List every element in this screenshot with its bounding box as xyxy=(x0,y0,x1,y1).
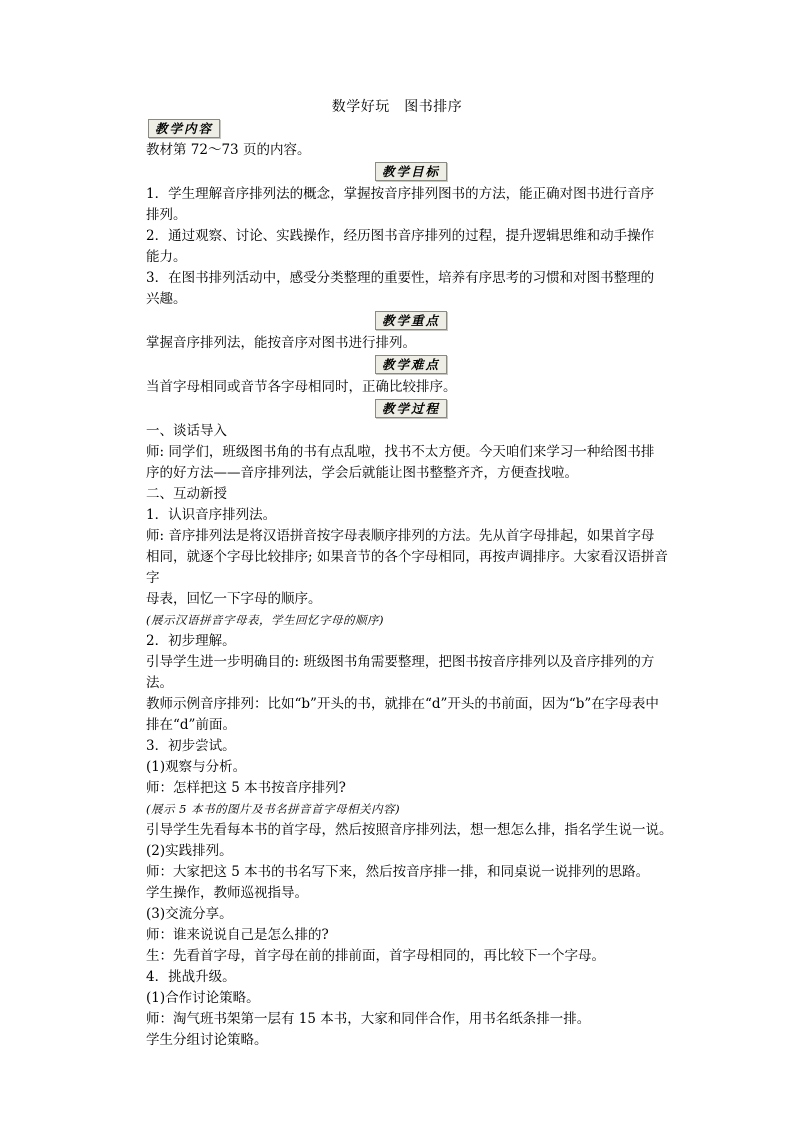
goal-3-line-1: 3．在图书排列活动中，感受分类整理的重要性，培养有序思考的习惯和对图书整理的 xyxy=(146,270,655,286)
goal-1-line-2: 排列。 xyxy=(146,207,187,223)
step-3-heading: 3．初步尝试。 xyxy=(146,738,236,754)
document-body xyxy=(146,119,676,1051)
goal-3-line-2: 兴趣。 xyxy=(146,291,187,307)
operation-para: 学生操作，教师巡视指导。 xyxy=(146,885,308,901)
note-alphabet: (展示汉语拼音字母表，学生回忆字母的顺序) xyxy=(146,613,384,627)
student-answer: 生：先看首字母，首字母在前的排前面，首字母相同的，再比较下一个字母。 xyxy=(146,948,605,964)
section-tag-content: 教学内容 xyxy=(148,119,220,138)
step-1-para-line-3: 母表，回忆一下字母的顺序。 xyxy=(146,591,322,607)
goal-2-line-2: 能力。 xyxy=(146,249,187,265)
question-1: 师：怎样把这 5 本书按音序排列? xyxy=(146,780,346,796)
content-text: 教材第 72～73 页的内容。 xyxy=(146,142,311,158)
note-books: (展示 5 本书的图片及书名拼音首字母相关内容) xyxy=(146,802,401,816)
section-tag-goals: 教学目标 xyxy=(375,162,447,181)
section-tag-difficulties: 教学难点 xyxy=(375,355,447,374)
example-para-line-2: 排在“d”前面。 xyxy=(146,717,236,733)
challenge-para: 师：淘气班书架第一层有 15 本书，大家和同伴合作，用书名纸条排一排。 xyxy=(146,1011,591,1027)
goal-2-line-1: 2．通过观察、讨论、实践操作，经历图书音序排列的过程，提升逻辑思维和动手操作 xyxy=(146,228,655,244)
section-tag-process: 教学过程 xyxy=(375,399,447,418)
step-3-sub-3: (3)交流分享。 xyxy=(146,906,233,922)
intro-para-line-1: 师: 同学们，班级图书角的书有点乱啦，找书不太方便。今天咱们来学习一种给图书排 xyxy=(146,444,655,460)
goal-1-line-1: 1．学生理解音序排列法的概念，掌握按音序排列图书的方法，能正确对图书进行音序 xyxy=(146,186,655,202)
page-title: 数学好玩 图书排序 xyxy=(331,99,463,115)
heading-intro: 一、谈话导入 xyxy=(146,423,227,439)
group-discussion-para: 学生分组讨论策略。 xyxy=(146,1032,268,1048)
step-2-heading: 2．初步理解。 xyxy=(146,633,236,649)
step-4-heading: 4．挑战升级。 xyxy=(146,969,236,985)
intro-para-line-2: 序的好方法——音序排列法，学会后就能让图书整整齐齐，方便查找啦。 xyxy=(146,465,578,481)
question-2: 师：谁来说说自己是怎么排的? xyxy=(146,927,329,943)
key-points-text: 掌握音序排列法，能按音序对图书进行排列。 xyxy=(146,335,416,351)
step-4-sub-1: (1)合作讨论策略。 xyxy=(146,990,260,1006)
step-1-heading: 1．认识音序排列法。 xyxy=(146,507,277,523)
difficulties-text: 当首字母相同或音节各字母相同时，正确比较排序。 xyxy=(146,379,457,395)
example-para-line-1: 教师示例音序排列：比如“b”开头的书，就排在“d”开头的书前面，因为“b”在字母表中 xyxy=(146,696,659,712)
step-3-sub-1: (1)观察与分析。 xyxy=(146,759,247,775)
practice-para: 师：大家把这 5 本书的书名写下来，然后按音序排一排，和同桌说一说排列的思路。 xyxy=(146,864,650,880)
step-3-sub-2: (2)实践排列。 xyxy=(146,843,233,859)
guide-para: 引导学生先看每本书的首字母，然后按照音序排列法，想一想怎么排，指名学生说一说。 xyxy=(146,822,673,838)
step-1-para-line-1: 师: 音序排列法是将汉语拼音按字母表顺序排列的方法。先从首字母排起，如果首字母 xyxy=(146,528,655,544)
heading-new-lesson: 二、互动新授 xyxy=(146,486,227,502)
step-1-para-line-2: 相同，就逐个字母比较排序; 如果音节的各个字母相同，再按声调排序。大家看汉语拼音字 xyxy=(146,549,668,586)
step-2-para-line-2: 法。 xyxy=(146,675,173,691)
step-2-para-line-1: 引导学生进一步明确目的: 班级图书角需要整理，把图书按音序排列以及音序排列的方 xyxy=(146,654,655,670)
section-tag-key-points: 教学重点 xyxy=(375,311,447,330)
